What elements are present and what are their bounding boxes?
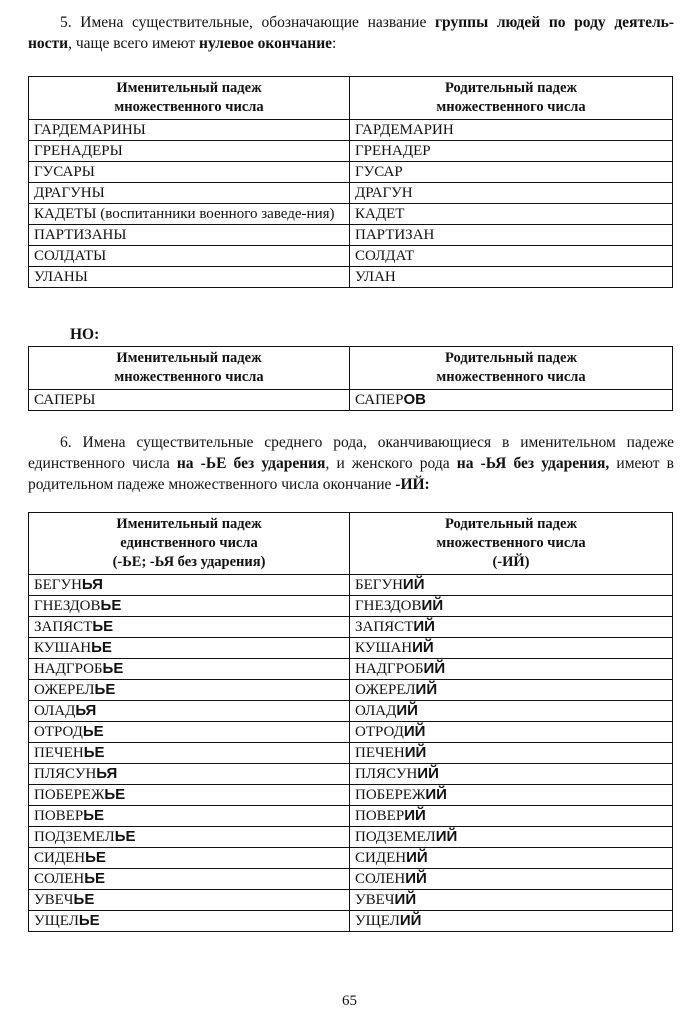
header-line: Родительный падеж	[445, 80, 577, 96]
table-header-row	[29, 77, 673, 120]
table-row	[29, 183, 673, 204]
header-line: множественного числа	[114, 369, 264, 385]
header-line: Именительный падеж	[116, 516, 262, 532]
table-row	[29, 869, 673, 890]
word-stem: ПОВЕР	[34, 808, 84, 824]
cell-nominative	[29, 848, 350, 869]
header-line: (-ИЙ)	[492, 554, 530, 570]
cell-genitive	[350, 743, 673, 764]
table-row	[29, 596, 673, 617]
section-6-bold-feminine: на -ЬЯ без ударения,	[456, 455, 610, 472]
cell-nominative	[29, 911, 350, 932]
word-ending: ИЙ	[394, 891, 417, 908]
word-stem: НАДГРОБ	[34, 661, 103, 677]
cell-genitive	[350, 764, 673, 785]
word-stem: ОЛАД	[355, 703, 397, 719]
header-line: Родительный падеж	[445, 350, 577, 366]
section-6-bold-ending: -ИЙ:	[395, 476, 430, 493]
cell-nominative: САПЕРЫ	[29, 390, 350, 411]
cell-genitive	[350, 390, 673, 411]
word-ending: ЬЕ	[100, 597, 122, 614]
word-stem: ПОДЗЕМЕЛ	[34, 829, 115, 845]
table-row	[29, 246, 673, 267]
cell-genitive	[350, 827, 673, 848]
word-ending: ЬЕ	[85, 849, 106, 866]
word-ending: ЬЯ	[81, 576, 103, 593]
word-stem: ПЛЯСУН	[34, 766, 97, 782]
table-header-row	[29, 513, 673, 575]
header-line: Именительный падеж	[116, 350, 262, 366]
cell-genitive	[350, 638, 673, 659]
word-stem: УВЕЧ	[34, 892, 74, 908]
section-6-paragraph	[28, 432, 674, 495]
word-stem: СИДЕН	[34, 850, 86, 866]
word-ending: ЬЕ	[102, 660, 124, 677]
word-ending: ЬЕ	[78, 912, 100, 929]
word-stem: УЩЕЛ	[355, 913, 400, 929]
word-ending: ИЙ	[423, 660, 446, 677]
table-row	[29, 225, 673, 246]
table-row	[29, 575, 673, 596]
cell-genitive	[350, 890, 673, 911]
cell-nominative	[29, 701, 350, 722]
cell-nominative: ГАРДЕМАРИНЫ	[29, 120, 350, 141]
section-6-lead: 6. Имена существительные среднего рода, оканчивающиеся в именительном падеже единственного числа	[28, 434, 674, 472]
cell-genitive: КАДЕТ	[350, 204, 673, 225]
cell-nominative: ПАРТИЗАНЫ	[29, 225, 350, 246]
section-6-bold-neuter: на -ЬЕ без ударения	[176, 455, 326, 472]
word-ending: ИЙ	[404, 744, 427, 761]
section-5-mid: , чаще всего имеют	[68, 35, 200, 52]
table-row	[29, 617, 673, 638]
header-nominative	[29, 77, 350, 120]
word-stem: ЗАПЯСТ	[34, 619, 93, 635]
word-stem: НАДГРОБ	[355, 661, 424, 677]
cell-genitive: СОЛДАТ	[350, 246, 673, 267]
table-plural-nouns	[28, 76, 673, 288]
section-6-mid: , и женского рода	[325, 455, 457, 472]
cell-nominative: ДРАГУНЫ	[29, 183, 350, 204]
word-ending: ИЙ	[413, 618, 435, 635]
header-line: множественного числа	[436, 535, 586, 551]
cell-nominative	[29, 575, 350, 596]
cell-genitive	[350, 722, 673, 743]
word-ending: ОВ	[403, 391, 426, 408]
cell-genitive	[350, 848, 673, 869]
table-row	[29, 722, 673, 743]
cell-genitive	[350, 617, 673, 638]
exception-label: НО:	[70, 326, 100, 343]
cell-nominative: ГУСАРЫ	[29, 162, 350, 183]
table-ending-ij	[28, 512, 673, 932]
word-ending: ИЙ	[399, 912, 422, 929]
word-ending: ИЙ	[406, 849, 428, 866]
cell-genitive	[350, 575, 673, 596]
cell-nominative	[29, 659, 350, 680]
cell-nominative	[29, 617, 350, 638]
section-5-bold-group: группы людей по роду деятель-ности	[28, 14, 674, 52]
word-ending: ЬЕ	[104, 786, 126, 803]
word-stem: САПЕР	[355, 392, 404, 408]
word-ending: ИЙ	[402, 576, 425, 593]
page-number: 65	[342, 993, 357, 1009]
header-line: множественного числа	[114, 99, 264, 115]
word-ending: ЬЕ	[73, 891, 95, 908]
word-stem: ГНЕЗДОВ	[34, 598, 101, 614]
word-stem: ПОБЕРЕЖ	[34, 787, 105, 803]
cell-nominative	[29, 806, 350, 827]
cell-genitive	[350, 869, 673, 890]
table-row	[29, 806, 673, 827]
table-row	[29, 764, 673, 785]
cell-genitive	[350, 911, 673, 932]
cell-genitive: ГУСАР	[350, 162, 673, 183]
cell-genitive	[350, 785, 673, 806]
word-stem: ЗАПЯСТ	[355, 619, 414, 635]
section-5-tail: :	[332, 35, 337, 52]
word-ending: ИЙ	[396, 702, 418, 719]
word-ending: ИЙ	[417, 765, 439, 782]
word-stem: СИДЕН	[355, 850, 407, 866]
section-6-mid2: имеют в родительном падеже множественного числа окончание	[28, 455, 675, 493]
cell-nominative	[29, 596, 350, 617]
cell-nominative	[29, 680, 350, 701]
word-stem: ПОДЗЕМЕЛ	[355, 829, 436, 845]
cell-genitive: ДРАГУН	[350, 183, 673, 204]
word-ending: ИЙ	[404, 807, 426, 824]
word-stem: СОЛЕН	[34, 871, 85, 887]
cell-nominative	[29, 722, 350, 743]
table-exception	[28, 346, 673, 411]
table-header-row	[29, 347, 673, 390]
header-nominative	[29, 513, 350, 575]
word-ending: ЬЯ	[75, 702, 97, 719]
word-stem: ПЕЧЕН	[355, 745, 405, 761]
header-genitive	[350, 513, 673, 575]
word-stem: ГНЕЗДОВ	[355, 598, 422, 614]
word-stem: КУШАН	[34, 640, 92, 656]
cell-nominative	[29, 764, 350, 785]
word-stem: БЕГУН	[34, 577, 82, 593]
header-line: Родительный падеж	[445, 516, 577, 532]
word-stem: УВЕЧ	[355, 892, 395, 908]
cell-genitive: УЛАН	[350, 267, 673, 288]
word-stem: ОТРОД	[34, 724, 83, 740]
cell-genitive	[350, 659, 673, 680]
table-row	[29, 638, 673, 659]
word-ending: ЬЕ	[91, 639, 112, 656]
word-ending: ИЙ	[405, 870, 427, 887]
word-stem: СОЛЕН	[355, 871, 406, 887]
header-line: Именительный падеж	[116, 80, 262, 96]
word-stem: ПОБЕРЕЖ	[355, 787, 426, 803]
cell-nominative	[29, 890, 350, 911]
word-stem: КУШАН	[355, 640, 413, 656]
word-ending: ИЙ	[415, 681, 438, 698]
cell-nominative: СОЛДАТЫ	[29, 246, 350, 267]
word-stem: ПЕЧЕН	[34, 745, 84, 761]
cell-genitive	[350, 701, 673, 722]
table-row	[29, 848, 673, 869]
header-line: единственного числа	[120, 535, 258, 551]
table-row	[29, 827, 673, 848]
cell-genitive: ГРЕНАДЕР	[350, 141, 673, 162]
word-ending: ИЙ	[403, 723, 426, 740]
cell-nominative	[29, 869, 350, 890]
table-row	[29, 267, 673, 288]
table-row	[29, 680, 673, 701]
section-5-paragraph	[28, 12, 674, 54]
cell-genitive: ГАРДЕМАРИН	[350, 120, 673, 141]
section-5-lead: 5. Имена существительные, обозначающие название	[60, 14, 436, 31]
cell-genitive	[350, 680, 673, 701]
table-row	[29, 659, 673, 680]
cell-nominative	[29, 638, 350, 659]
word-ending: ИЙ	[435, 828, 458, 845]
cell-nominative	[29, 785, 350, 806]
word-ending: ЬЕ	[83, 807, 104, 824]
section-5-bold-ending: нулевое окончание	[199, 35, 333, 52]
word-ending: ИЙ	[425, 786, 447, 803]
cell-genitive	[350, 596, 673, 617]
word-ending: ЬЕ	[84, 870, 106, 887]
header-nominative	[29, 347, 350, 390]
word-ending: ЬЕ	[92, 618, 114, 635]
cell-nominative: ГРЕНАДЕРЫ	[29, 141, 350, 162]
header-genitive	[350, 77, 673, 120]
word-stem: ПЛЯСУН	[355, 766, 418, 782]
word-stem: ОТРОД	[355, 724, 404, 740]
word-ending: ИЙ	[421, 597, 444, 614]
word-ending: ЬЕ	[82, 723, 104, 740]
table-row	[29, 701, 673, 722]
word-ending: ЬЯ	[96, 765, 118, 782]
word-stem: ОЛАД	[34, 703, 76, 719]
table-row	[29, 162, 673, 183]
table-row	[29, 911, 673, 932]
header-line: множественного числа	[436, 369, 586, 385]
table-row	[29, 785, 673, 806]
cell-nominative: КАДЕТЫ (воспитанники военного заведе-ния)	[29, 204, 350, 225]
word-stem: УЩЕЛ	[34, 913, 79, 929]
word-ending: ЬЕ	[94, 681, 116, 698]
table-row	[29, 890, 673, 911]
table-row	[29, 743, 673, 764]
cell-genitive: ПАРТИЗАН	[350, 225, 673, 246]
word-stem: БЕГУН	[355, 577, 403, 593]
word-stem: ОЖЕРЕЛ	[355, 682, 416, 698]
header-line: (-ЬЕ; -ЬЯ без ударения)	[112, 554, 266, 570]
cell-nominative	[29, 827, 350, 848]
word-ending: ЬЕ	[114, 828, 136, 845]
word-ending: ИЙ	[412, 639, 434, 656]
cell-nominative	[29, 743, 350, 764]
word-stem: ПОВЕР	[355, 808, 405, 824]
table-row	[29, 390, 673, 411]
table-row	[29, 120, 673, 141]
cell-nominative: УЛАНЫ	[29, 267, 350, 288]
cell-genitive	[350, 806, 673, 827]
header-genitive	[350, 347, 673, 390]
table-row	[29, 204, 673, 225]
header-line: множественного числа	[436, 99, 586, 115]
word-stem: ОЖЕРЕЛ	[34, 682, 95, 698]
word-ending: ЬЕ	[83, 744, 105, 761]
table-row	[29, 141, 673, 162]
